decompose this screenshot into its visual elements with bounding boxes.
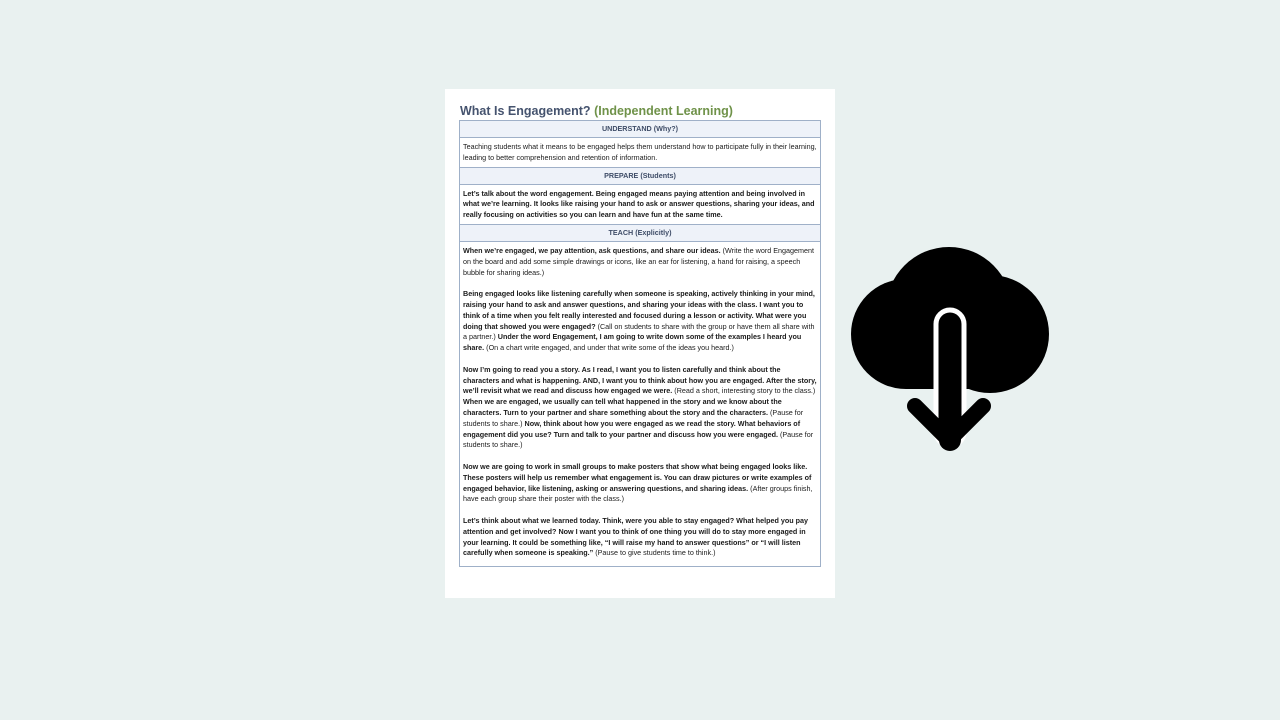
section-prepare [459, 167, 821, 225]
bold-run: Now, think about how you were engaged as we read the story. What behaviors of engagement did you use? Turn and talk to your partner and discuss how you were engaged. [463, 418, 801, 439]
title-accent: (Independent Learning) [594, 104, 733, 118]
normal-run: (After groups finish, have each group share their poster with the class.) [463, 483, 813, 504]
bold-run: Being engaged looks like listening carefully when someone is speaking, actively thinking in your mind, raising your hand to ask and answer questions, and sharing your ideas with the class. I want you to think of a time when you felt really interested and focused during a lesson or activity. What were you doing that showed you were engaged? [463, 289, 815, 331]
normal-run: (Call on students to share with the group or have them all share with a partner.) [463, 321, 815, 342]
teach-paragraph [463, 246, 817, 278]
section-header-teach: TEACH (Explicitly) [460, 225, 820, 242]
teach-paragraph [463, 462, 817, 505]
section-understand [459, 120, 821, 168]
teach-paragraph [463, 516, 817, 559]
document-title [460, 104, 821, 118]
bold-run: When we are engaged, we usually can tell what happened in the story and we know about the characters. Turn to your partner and share something about the story and the characters. [463, 397, 782, 417]
section-body-teach [460, 242, 820, 566]
normal-run: (Pause for students to share.) [463, 407, 804, 428]
cloud-download-icon[interactable] [848, 236, 1052, 452]
bold-run: Now we are going to work in small groups to make posters that show what being engaged looks like. These posters will help us remember what engagement is. You can draw pictures or write examples of engaged behavior, like listening, asking or answering questions, and sharing ideas. [463, 461, 812, 493]
title-main: What Is Engagement? [460, 104, 591, 118]
bold-run: When we’re engaged, we pay attention, ask questions, and share our ideas. [463, 245, 721, 255]
normal-run: (Read a short, interesting story to the class.) [672, 386, 816, 396]
bold-run: Now I’m going to read you a story. As I read, I want you to listen carefully and think about the characters and what is happening. AND, I want you to think about how you are engaged. After the story, we’ll revisit what we read and discuss how engaged we were. [463, 364, 817, 396]
normal-run: (Write the word Engagement on the board and add some simple drawings or icons, like an ear for listening, a hand for raising, a speech bubble for sharing ideas.) [463, 245, 814, 277]
bold-run: Let’s think about what we learned today. Think, were you able to stay engaged? What helped you pay attention and get involved? Now I want you to think of one thing you will do to stay more engaged in your learning. It could be something like, “I will raise my hand to answer questions” or “I will listen carefully when someone is speaking.” [463, 515, 809, 558]
normal-run: (On a chart write engaged, and under that write some of the ideas you heard.) [484, 343, 734, 353]
teach-paragraph [463, 365, 817, 451]
section-header-prepare: PREPARE (Students) [460, 168, 820, 185]
section-body-understand [460, 138, 820, 167]
document-preview [445, 89, 835, 598]
normal-run: (Pause for students to share.) [463, 429, 814, 450]
bold-run: Under the word Engagement, I am going to write down some of the examples I heard you share. [463, 332, 802, 353]
teach-paragraph [463, 289, 817, 354]
section-body-prepare [460, 185, 820, 224]
section-header-understand: UNDERSTAND (Why?) [460, 121, 820, 138]
section-teach [459, 224, 821, 567]
prepare-text: Let’s talk about the word engagement. Being engaged means paying attention and being involved in what we’re learning. It looks like raising your hand to ask or answer questions, sharing your ideas, and really focusing on activities so you can learn and have fun at the same time. [463, 188, 815, 220]
normal-run: (Pause to give students time to think.) [593, 548, 716, 558]
understand-text: Teaching students what it means to be engaged helps them understand how to participate fully in their learning, leading to better comprehension and retention of information. [463, 142, 817, 162]
